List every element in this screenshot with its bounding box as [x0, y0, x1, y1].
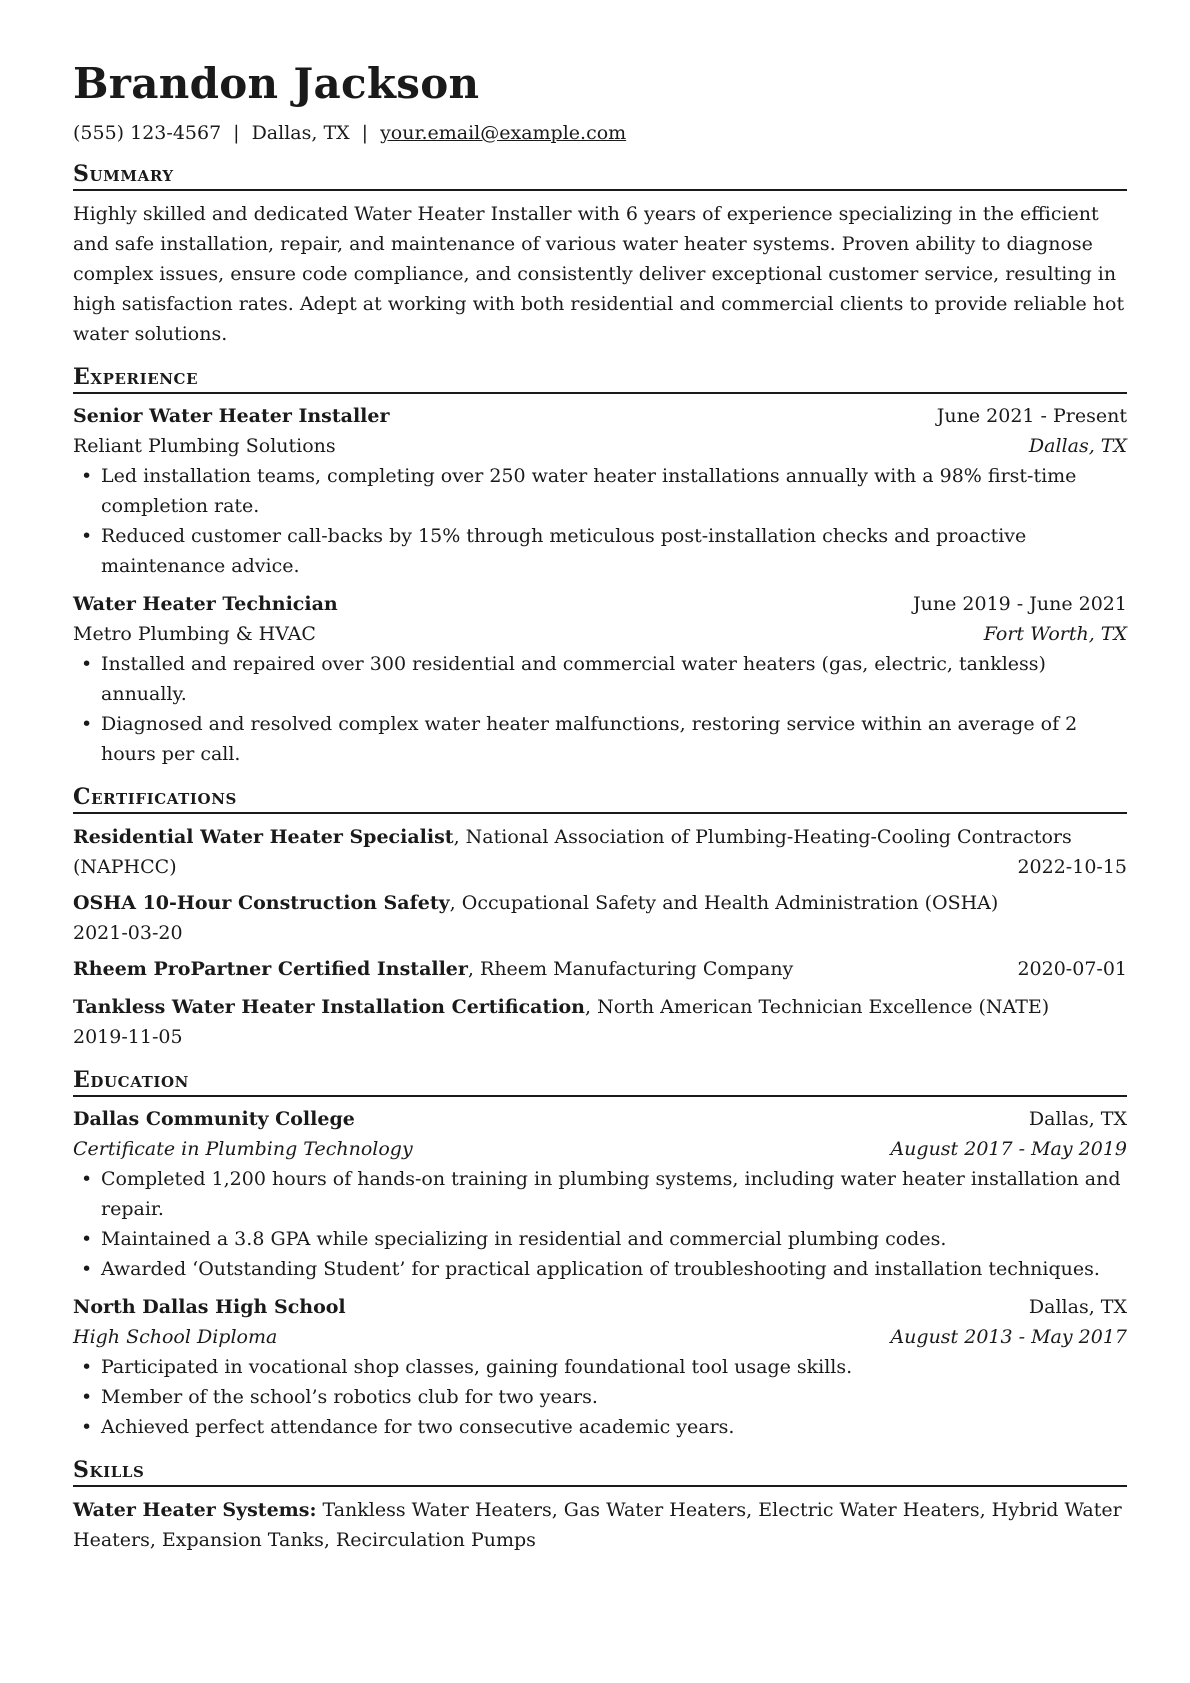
certification-issuer: North American Technician Excellence (NATE) [597, 996, 1050, 1018]
school-dates: August 2017 - May 2019 [890, 1138, 1127, 1160]
school-name: Dallas Community College [73, 1108, 355, 1130]
certification-name: Rheem ProPartner Certified Installer [73, 958, 468, 980]
skills-text: Tankless Water Heaters, Gas Water Heaters, Electric Water Heaters, Hybrid Water Heaters, Expansion Tanks, Recirculation Pumps [73, 1499, 1122, 1551]
job-entry [73, 589, 1127, 769]
school-bullets [73, 1164, 1127, 1284]
certification-line: Tankless Water Heater Installation Certification, North American Technician Excellence (NATE) [73, 996, 1050, 1018]
list-item: • Led installation teams, completing over 250 water heater installations annually with a 98% first-time completion rate. [73, 461, 1127, 521]
job-header-row [73, 401, 1127, 431]
job-bullets [73, 461, 1127, 581]
certification-line [73, 852, 1127, 882]
certification-issuer: National Association of Plumbing-Heating-Cooling Contractors [465, 826, 1072, 848]
section-title-experience: Experience [73, 363, 1127, 394]
certification-issuer: Rheem Manufacturing Company [480, 958, 794, 980]
job-dates: June 2019 - June 2021 [913, 593, 1127, 615]
certification-entry [73, 992, 1127, 1052]
certification-entry: Rheem ProPartner Certified Installer, Rheem Manufacturing Company 2020-07-01 [73, 954, 1127, 984]
school-degree: Certificate in Plumbing Technology [73, 1138, 413, 1160]
email-link[interactable]: your.email@example.com [380, 122, 627, 144]
school-degree-row [73, 1322, 1127, 1352]
school-bullets [73, 1352, 1127, 1442]
certification-date: 2021-03-20 [73, 922, 183, 944]
list-item: • Maintained a 3.8 GPA while specializing in residential and commercial plumbing codes. [73, 1224, 1127, 1254]
summary-text: Highly skilled and dedicated Water Heater Installer with 6 years of experience specializing in the efficient and safe installation, repair, and maintenance of various water heater systems. Proven ability to diagnose complex issues, ensure code compliance, and consistently deliver exceptional customer service, resulting in high satisfaction rates. Adept at working with both residential and commercial clients to provide reliable hot water solutions. [73, 203, 1125, 345]
contact-location: Dallas, TX [251, 122, 350, 144]
list-item: • Reduced customer call-backs by 15% through meticulous post-installation checks and proactive maintenance advice. [73, 521, 1127, 581]
education-entry [73, 1292, 1127, 1442]
resume-page [73, 58, 1127, 1555]
job-location: Dallas, TX [1028, 435, 1127, 457]
job-bullets [73, 649, 1127, 769]
education-entry [73, 1104, 1127, 1284]
job-company-row [73, 619, 1127, 649]
job-company: Reliant Plumbing Solutions [73, 435, 336, 457]
certification-issuer-cont: (NAPHCC) [73, 856, 177, 878]
skills-line [73, 1495, 1127, 1555]
list-item: • Achieved perfect attendance for two consecutive academic years. [73, 1412, 1127, 1442]
job-dates: June 2021 - Present [936, 405, 1127, 427]
list-item: • Awarded ‘Outstanding Student’ for practical application of troubleshooting and installation techniques. [73, 1254, 1127, 1284]
school-name: North Dallas High School [73, 1296, 346, 1318]
contact-separator: | [233, 122, 240, 144]
school-header-row [73, 1292, 1127, 1322]
certification-name: Tankless Water Heater Installation Certification [73, 996, 585, 1018]
job-role: Water Heater Technician [73, 593, 338, 615]
certification-name: OSHA 10-Hour Construction Safety [73, 892, 450, 914]
job-company-row [73, 431, 1127, 461]
list-item: • Member of the school’s robotics club for two years. [73, 1382, 1127, 1412]
phone-number: (555) 123-4567 [73, 122, 222, 144]
certification-line: Residential Water Heater Specialist, National Association of Plumbing-Heating-Cooling Contractors [73, 826, 1072, 848]
list-item: • Diagnosed and resolved complex water heater malfunctions, restoring service within an average of 2 hours per call. [73, 709, 1127, 769]
section-title-skills: Skills [73, 1456, 1127, 1487]
job-header-row [73, 589, 1127, 619]
section-title-education: Education [73, 1066, 1127, 1097]
section-title-summary: Summary [73, 160, 1127, 191]
skills-label: Water Heater Systems: [73, 1499, 317, 1521]
certification-date: 2019-11-05 [73, 1026, 183, 1048]
job-location: Fort Worth, TX [983, 623, 1127, 645]
contact-separator: | [361, 122, 369, 144]
school-dates: August 2013 - May 2017 [890, 1326, 1127, 1348]
certification-date: 2020-07-01 [1017, 958, 1127, 980]
school-location: Dallas, TX [1028, 1296, 1127, 1318]
contact-line [73, 120, 1127, 146]
certification-name: Residential Water Heater Specialist [73, 826, 454, 848]
job-company: Metro Plumbing & HVAC [73, 623, 316, 645]
list-item: • Installed and repaired over 300 residential and commercial water heaters (gas, electric, tankless) annually. [73, 649, 1127, 709]
certification-issuer: Occupational Safety and Health Administration (OSHA) [461, 892, 999, 914]
school-degree: High School Diploma [73, 1326, 278, 1348]
certification-line: OSHA 10-Hour Construction Safety, Occupational Safety and Health Administration (OSHA) [73, 892, 999, 914]
list-item: • Completed 1,200 hours of hands-on training in plumbing systems, including water heater installation and repair. [73, 1164, 1127, 1224]
school-degree-row [73, 1134, 1127, 1164]
certification-entry [73, 888, 1127, 948]
school-location: Dallas, TX [1028, 1108, 1127, 1130]
job-role: Senior Water Heater Installer [73, 405, 390, 427]
job-entry [73, 401, 1127, 581]
certification-date: 2022-10-15 [1017, 856, 1127, 878]
list-item: • Participated in vocational shop classes, gaining foundational tool usage skills. [73, 1352, 1127, 1382]
section-title-certifications: Certifications [73, 783, 1127, 814]
candidate-name: Brandon Jackson [73, 59, 480, 108]
school-header-row [73, 1104, 1127, 1134]
certification-entry [73, 822, 1127, 882]
